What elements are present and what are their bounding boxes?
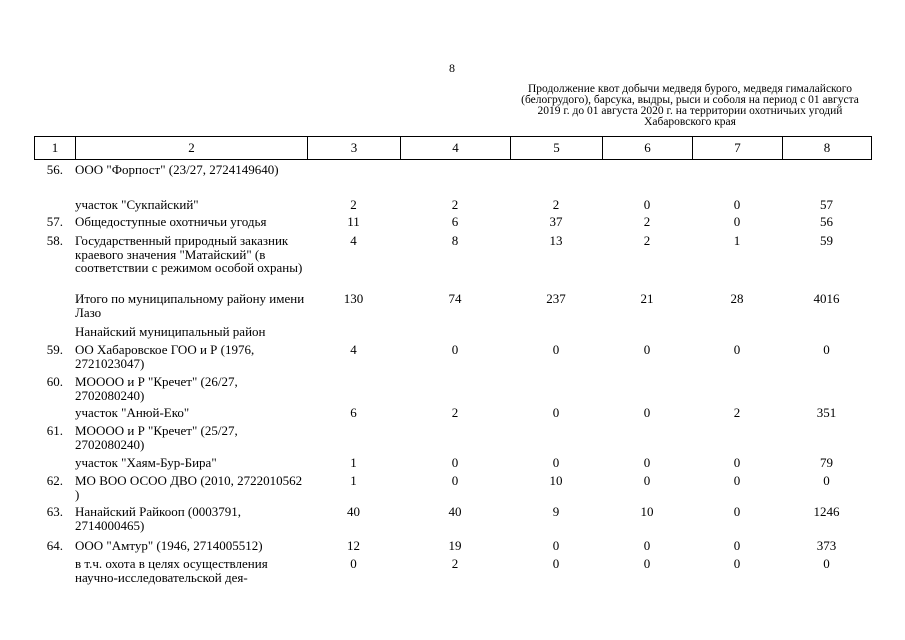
table-row (34, 557, 871, 587)
table-row (34, 424, 871, 456)
value-col7: 28 (730, 291, 744, 306)
row-number: 62. (46, 473, 63, 488)
value-col7: 0 (733, 538, 741, 553)
table-row (34, 343, 871, 375)
row-name: МО ВОО ОСОО ДВО (2010, 2722010562 ) (75, 473, 303, 502)
table-row (34, 406, 871, 424)
value-col8: 57 (820, 197, 833, 212)
value-col8: 0 (823, 473, 830, 488)
table-row (34, 292, 871, 325)
header-cell: 2 (76, 137, 308, 160)
row-number: 56. (46, 162, 63, 177)
value-col8: 0 (823, 556, 830, 571)
row-name: участок "Хаям-Бур-Бира" (75, 455, 217, 470)
row-name: Нанайский Райкооп (0003791, 2714000465) (75, 504, 241, 533)
row-number: 59. (46, 342, 63, 357)
table-row (34, 375, 871, 406)
row-name: участок "Анюй-Еко" (75, 405, 190, 420)
value-col3: 130 (343, 291, 364, 306)
value-col5: 37 (549, 214, 563, 229)
row-name: Нанайский муниципальный район (75, 324, 266, 339)
row-number: 57. (46, 214, 63, 229)
row-number: 64. (46, 538, 63, 553)
table-row (34, 456, 871, 474)
value-col5: 0 (552, 538, 560, 553)
header-cell: 4 (401, 137, 511, 160)
value-col4: 0 (451, 455, 459, 470)
table-caption: Продолжение квот добычи медведя бурого, медведя гималайского (белогрудого), барсука, выдры, рыси и соболя на период с 01 августа 2019 г. до 01 августа 2020 г. на территории охотничьих угодий Хабаровского края (521, 83, 859, 128)
row-number: 60. (46, 374, 63, 389)
value-col7: 0 (733, 197, 741, 212)
value-col4: 40 (448, 504, 462, 519)
row-name: Государственный природный заказник краевого значения "Матайский" (в соответствии с режимом особой охраны) (75, 233, 303, 275)
table-row (34, 163, 871, 198)
row-name: Общедоступные охотничьи угодья (75, 214, 267, 229)
row-name: ОО Хабаровское ГОО и Р (1976, 2721023047) (75, 342, 255, 371)
row-number: 58. (46, 233, 63, 248)
row-number: 61. (46, 423, 63, 438)
value-col3: 11 (347, 214, 360, 229)
value-col6: 0 (643, 342, 651, 357)
value-col7: 0 (733, 473, 741, 488)
value-col6: 0 (643, 473, 651, 488)
value-col8: 56 (820, 214, 833, 229)
value-col5: 13 (549, 233, 563, 248)
value-col7: 1 (733, 233, 741, 248)
header-cell: 8 (783, 137, 872, 160)
page-number: 8 (449, 61, 455, 75)
value-col6: 21 (640, 291, 654, 306)
value-col4: 2 (451, 197, 459, 212)
header-cell: 6 (603, 137, 693, 160)
row-name: МОООО и Р "Кречет" (25/27, 2702080240) (75, 423, 238, 452)
value-col6: 0 (643, 556, 651, 571)
value-col5: 10 (549, 473, 563, 488)
table-row (34, 215, 871, 234)
value-col8: 79 (820, 455, 833, 470)
value-col8: 0 (823, 342, 830, 357)
value-col6: 10 (640, 504, 654, 519)
value-col5: 2 (552, 197, 560, 212)
value-col6: 0 (643, 197, 651, 212)
value-col7: 0 (733, 342, 741, 357)
value-col3: 1 (350, 473, 357, 488)
value-col4: 2 (451, 556, 459, 571)
value-col7: 0 (733, 504, 741, 519)
header-cell: 7 (693, 137, 783, 160)
value-col8: 1246 (813, 504, 840, 519)
value-col7: 0 (733, 214, 741, 229)
value-col7: 0 (733, 556, 741, 571)
value-col5: 0 (552, 455, 560, 470)
value-col4: 74 (448, 291, 462, 306)
row-name: участок "Сукпайский" (75, 197, 199, 212)
value-col5: 9 (552, 504, 560, 519)
table-header (34, 136, 872, 160)
table-row (34, 505, 871, 539)
table-body (34, 163, 871, 587)
value-col7: 2 (733, 405, 741, 420)
value-col3: 1 (350, 455, 357, 470)
value-col3: 40 (347, 504, 360, 519)
value-col3: 12 (347, 538, 360, 553)
value-col5: 0 (552, 405, 560, 420)
value-col4: 6 (451, 214, 459, 229)
value-col4: 0 (451, 473, 459, 488)
value-col8: 59 (820, 233, 833, 248)
value-col8: 351 (816, 405, 837, 420)
header-cell: 1 (35, 137, 76, 160)
value-col8: 373 (816, 538, 837, 553)
row-number: 63. (46, 504, 63, 519)
value-col4: 19 (448, 538, 462, 553)
header-cell: 5 (511, 137, 603, 160)
row-name: ООО "Форпост" (23/27, 2724149640) (75, 162, 279, 177)
header-row (35, 137, 872, 160)
value-col3: 6 (350, 405, 357, 420)
value-col6: 2 (643, 214, 651, 229)
row-name: Итого по муниципальному району имени Лазо (75, 291, 305, 320)
value-col8: 4016 (813, 291, 840, 306)
value-col3: 4 (350, 233, 357, 248)
value-col6: 0 (643, 405, 651, 420)
value-col6: 0 (643, 538, 651, 553)
row-name: в т.ч. охота в целях осуществления научно-исследовательской дея- (75, 556, 268, 585)
table-row (34, 474, 871, 505)
value-col5: 0 (552, 556, 560, 571)
value-col5: 237 (546, 291, 566, 306)
row-name: ООО "Амтур" (1946, 2714005512) (75, 538, 263, 553)
header-cell: 3 (308, 137, 401, 160)
value-col6: 2 (643, 233, 651, 248)
value-col3: 0 (350, 556, 357, 571)
value-col4: 8 (451, 233, 459, 248)
table-row (34, 325, 871, 343)
value-col4: 2 (451, 405, 459, 420)
value-col6: 0 (643, 455, 651, 470)
table-row (34, 198, 871, 215)
table-row (34, 539, 871, 557)
value-col3: 4 (350, 342, 357, 357)
value-col3: 2 (350, 197, 357, 212)
value-col5: 0 (552, 342, 560, 357)
value-col4: 0 (451, 342, 459, 357)
table-row (34, 234, 871, 292)
row-name: МОООО и Р "Кречет" (26/27, 2702080240) (75, 374, 238, 403)
value-col7: 0 (733, 455, 741, 470)
